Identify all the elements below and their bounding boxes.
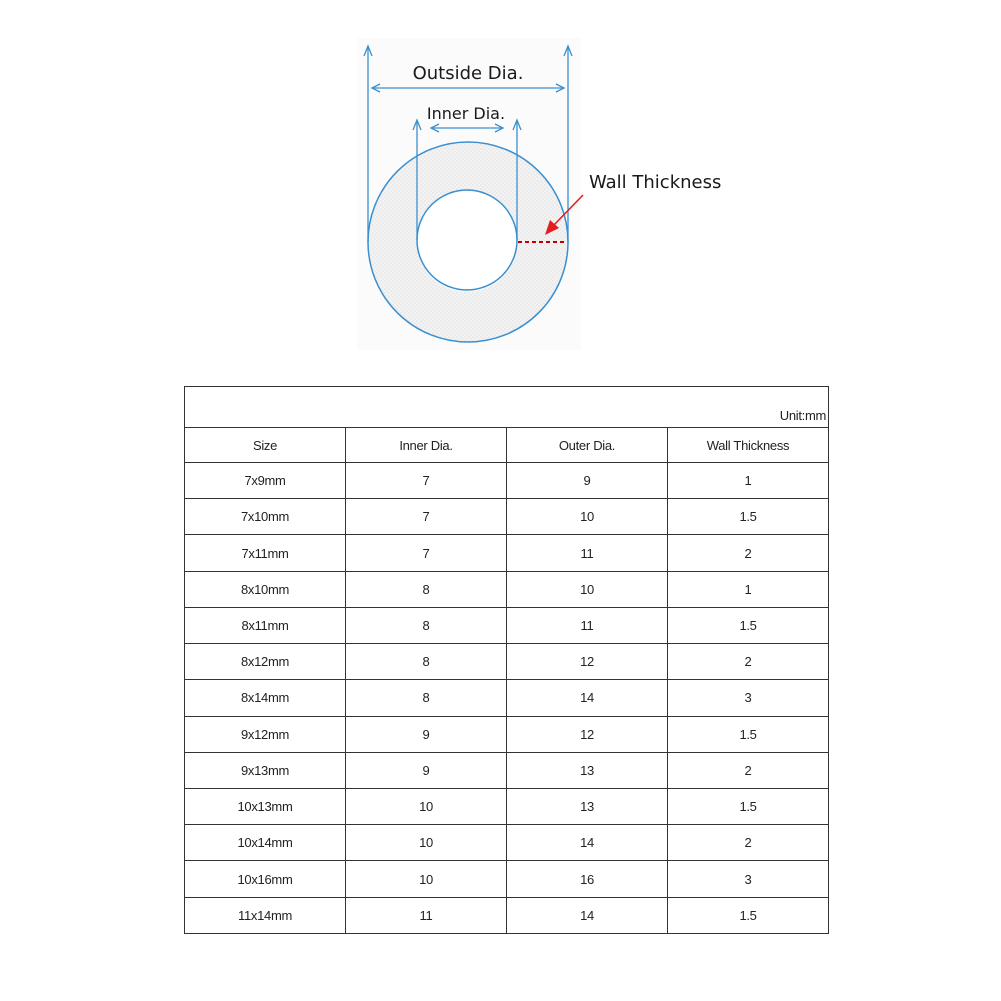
table-row: [185, 607, 829, 643]
size-cell: 10x16mm: [185, 861, 346, 897]
table-row: [185, 897, 829, 933]
outer-dia-cell: 11: [507, 535, 668, 571]
inner-dia-cell: 7: [346, 463, 507, 499]
size-cell: 10x14mm: [185, 825, 346, 861]
outer-dia-cell: 10: [507, 499, 668, 535]
outer-dia-cell: 14: [507, 825, 668, 861]
size-cell: 7x11mm: [185, 535, 346, 571]
table-row: [185, 535, 829, 571]
table-row: [185, 499, 829, 535]
size-cell: 10x13mm: [185, 788, 346, 824]
header-outer-dia: Outer Dia.: [507, 428, 668, 463]
header-wall-thickness: Wall Thickness: [668, 428, 829, 463]
header-size: Size: [185, 428, 346, 463]
outer-dia-cell: 11: [507, 607, 668, 643]
wall-thickness-label: Wall Thickness: [589, 172, 722, 193]
table-row: [185, 861, 829, 897]
wall-thickness-cell: 1.5: [668, 788, 829, 824]
inner-dia-cell: 9: [346, 716, 507, 752]
size-cell: 8x11mm: [185, 607, 346, 643]
inner-circle: [417, 190, 517, 290]
size-cell: 9x12mm: [185, 716, 346, 752]
inner-dia-cell: 11: [346, 897, 507, 933]
size-cell: 8x10mm: [185, 571, 346, 607]
size-cell: 8x12mm: [185, 644, 346, 680]
inner-dia-label: Inner Dia.: [426, 104, 506, 123]
wall-thickness-cell: 2: [668, 535, 829, 571]
wall-thickness-cell: 1.5: [668, 607, 829, 643]
table-row: [185, 644, 829, 680]
table-row: [185, 825, 829, 861]
wall-thickness-cell: 3: [668, 861, 829, 897]
wall-thickness-cell: 1: [668, 571, 829, 607]
inner-dia-cell: 8: [346, 680, 507, 716]
wall-thickness-cell: 1: [668, 463, 829, 499]
outer-dia-cell: 13: [507, 752, 668, 788]
header-row: [185, 428, 829, 463]
inner-dia-cell: 8: [346, 571, 507, 607]
size-cell: 7x10mm: [185, 499, 346, 535]
outer-dia-cell: 13: [507, 788, 668, 824]
table-row: [185, 680, 829, 716]
wall-thickness-cell: 2: [668, 825, 829, 861]
wall-thickness-cell: 1.5: [668, 499, 829, 535]
inner-dia-cell: 8: [346, 607, 507, 643]
table-row: [185, 463, 829, 499]
outer-dia-cell: 12: [507, 716, 668, 752]
wall-thickness-cell: 1.5: [668, 716, 829, 752]
unit-label: Unit:mm: [185, 387, 829, 428]
inner-dia-cell: 10: [346, 825, 507, 861]
table-row: [185, 788, 829, 824]
size-cell: 9x13mm: [185, 752, 346, 788]
size-table: [184, 386, 829, 934]
outside-dia-label: Outside Dia.: [412, 63, 524, 84]
outer-dia-cell: 9: [507, 463, 668, 499]
outer-dia-cell: 10: [507, 571, 668, 607]
inner-dia-cell: 8: [346, 644, 507, 680]
inner-dia-cell: 7: [346, 499, 507, 535]
outer-dia-cell: 14: [507, 897, 668, 933]
wall-thickness-cell: 2: [668, 644, 829, 680]
wall-thickness-cell: 3: [668, 680, 829, 716]
wall-thickness-cell: 2: [668, 752, 829, 788]
outer-dia-cell: 12: [507, 644, 668, 680]
inner-dia-cell: 10: [346, 788, 507, 824]
wall-thickness-cell: 1.5: [668, 897, 829, 933]
size-cell: 7x9mm: [185, 463, 346, 499]
inner-dia-cell: 10: [346, 861, 507, 897]
table-row: [185, 716, 829, 752]
outer-dia-cell: 14: [507, 680, 668, 716]
outer-dia-cell: 16: [507, 861, 668, 897]
unit-row: [185, 387, 829, 428]
tube-diagram: [0, 0, 1001, 370]
table-row: [185, 571, 829, 607]
inner-dia-cell: 9: [346, 752, 507, 788]
size-cell: 11x14mm: [185, 897, 346, 933]
inner-dia-cell: 7: [346, 535, 507, 571]
table-row: [185, 752, 829, 788]
size-cell: 8x14mm: [185, 680, 346, 716]
header-inner-dia: Inner Dia.: [346, 428, 507, 463]
